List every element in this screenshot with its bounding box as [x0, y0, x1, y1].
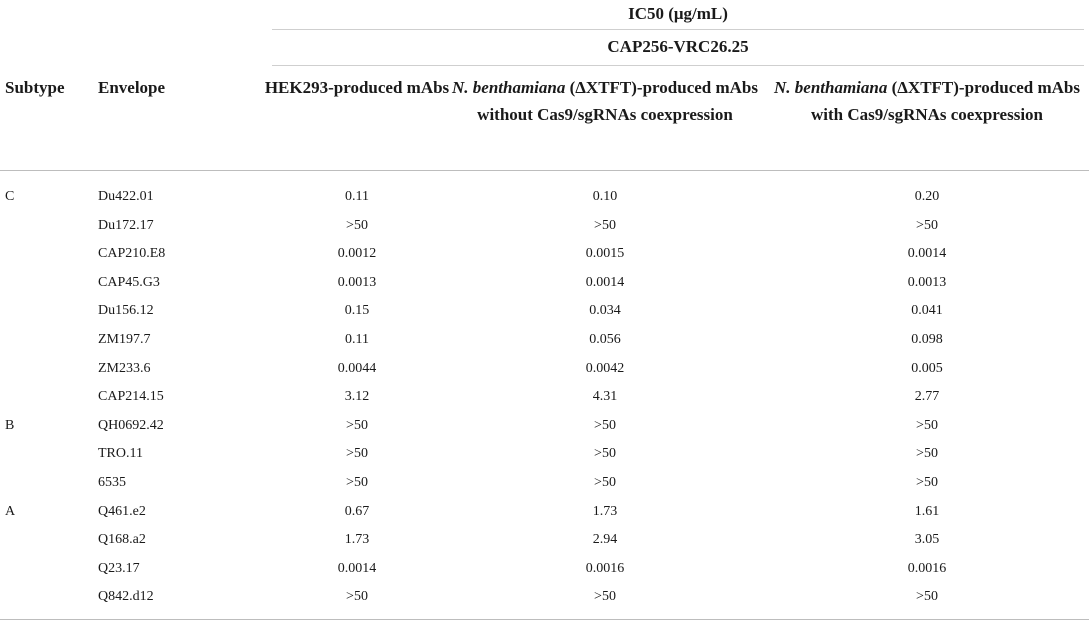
- without-cas9-value-cell: >50: [594, 446, 616, 462]
- envelope-header: Envelope: [98, 78, 166, 97]
- envelope-cell: QH0692.42: [98, 417, 164, 433]
- envelope-cell: CAP214.15: [98, 389, 164, 405]
- without-cas9-value-cell: 0.056: [589, 332, 621, 347]
- without-cas9-value-cell: >50: [594, 475, 616, 490]
- envelope-cell: Du422.01: [98, 189, 154, 204]
- hek293-value-cell: 0.0044: [337, 360, 377, 376]
- hek293-value-cell: 0.67: [344, 503, 370, 519]
- envelope-cell: ZM233.6: [98, 360, 151, 376]
- col-without-cas9-text: (ΔXTFT)-produced mAbs without Cas9/sgRNAs coexpression: [477, 78, 758, 124]
- hek293-value-cell: 0.0014: [337, 560, 377, 576]
- hek293-value-cell: 0.15: [344, 303, 370, 319]
- with-cas9-value-cell: 1.61: [914, 503, 940, 519]
- hek293-value-cell: >50: [346, 417, 368, 433]
- envelope-cell: TRO.11: [98, 446, 143, 462]
- without-cas9-value-cell: >50: [594, 589, 616, 605]
- species-name: N. benthamiana: [774, 78, 888, 97]
- with-cas9-value-cell: 0.041: [911, 303, 943, 319]
- without-cas9-value-cell: 0.0015: [585, 246, 625, 262]
- header-bottom-rule: [0, 170, 1089, 171]
- table-row: [0, 382, 1089, 411]
- table-row: [0, 439, 1089, 468]
- hek293-value-cell: 3.12: [344, 389, 370, 405]
- envelope-cell: Q461.e2: [98, 503, 146, 519]
- ic50-header: IC50 (μg/mL): [628, 4, 728, 23]
- species-name: N. benthamiana: [452, 78, 566, 97]
- hek293-value-cell: 0.11: [345, 332, 369, 347]
- subtype-cell: B: [5, 417, 15, 433]
- hek293-value-cell: 0.11: [345, 189, 369, 204]
- without-cas9-value-cell: 0.0042: [585, 360, 625, 376]
- without-cas9-value-cell: 0.10: [592, 189, 618, 204]
- table-row: [0, 182, 1089, 211]
- envelope-cell: 6535: [98, 475, 126, 490]
- envelope-cell: CAP210.E8: [98, 246, 166, 262]
- col-hek293-header: HEK293-produced mAbs: [264, 78, 450, 97]
- envelope-cell: Q168.a2: [98, 532, 146, 548]
- table-row: [0, 411, 1089, 440]
- table-row: [0, 325, 1089, 354]
- hek293-value-cell: 1.73: [344, 532, 370, 548]
- envelope-cell: CAP45.G3: [98, 274, 160, 290]
- with-cas9-value-cell: 0.0014: [907, 246, 947, 262]
- without-cas9-value-cell: 0.0016: [585, 560, 625, 576]
- hek293-value-cell: >50: [346, 589, 368, 605]
- col-with-cas9-text: (ΔXTFT)-produced mAbs with Cas9/sgRNAs coexpression: [810, 78, 1080, 124]
- with-cas9-value-cell: >50: [916, 589, 938, 605]
- col-with-cas9-header: [772, 74, 1082, 128]
- hek293-value-cell: >50: [346, 446, 368, 462]
- with-cas9-value-cell: >50: [916, 217, 938, 233]
- with-cas9-value-cell: 0.098: [911, 332, 943, 347]
- table-row: [0, 497, 1089, 526]
- with-cas9-value-cell: >50: [916, 417, 938, 433]
- table-row: [0, 468, 1089, 497]
- with-cas9-value-cell: 0.005: [911, 360, 943, 376]
- with-cas9-value-cell: >50: [916, 475, 938, 490]
- table-row: [0, 268, 1089, 297]
- without-cas9-value-cell: 4.31: [592, 389, 618, 405]
- table-bottom-rule: [0, 619, 1089, 620]
- with-cas9-value-cell: 3.05: [914, 532, 940, 548]
- hek293-value-cell: 0.0013: [337, 274, 377, 290]
- with-cas9-value-cell: 0.0016: [907, 560, 947, 576]
- antibody-header: CAP256-VRC26.25: [607, 37, 749, 56]
- hek293-value-cell: 0.0012: [337, 246, 377, 262]
- envelope-cell: Q23.17: [98, 560, 140, 576]
- table-row: [0, 239, 1089, 268]
- table-row: [0, 296, 1089, 325]
- without-cas9-value-cell: 0.0014: [585, 274, 625, 290]
- without-cas9-value-cell: 1.73: [592, 503, 618, 519]
- subtype-header: Subtype: [5, 78, 65, 97]
- col-without-cas9-header: [450, 74, 760, 128]
- without-cas9-value-cell: >50: [594, 217, 616, 233]
- without-cas9-value-cell: >50: [594, 417, 616, 433]
- without-cas9-value-cell: 0.034: [589, 303, 621, 319]
- with-cas9-value-cell: >50: [916, 446, 938, 462]
- table-row: [0, 211, 1089, 240]
- hek293-value-cell: >50: [346, 217, 368, 233]
- table-row: [0, 582, 1089, 611]
- with-cas9-value-cell: 2.77: [914, 389, 940, 405]
- subtype-cell: C: [5, 189, 15, 204]
- envelope-cell: Du156.12: [98, 303, 154, 319]
- without-cas9-value-cell: 2.94: [592, 532, 618, 548]
- with-cas9-value-cell: 0.20: [914, 189, 940, 204]
- envelope-cell: Du172.17: [98, 217, 154, 233]
- table-row: [0, 554, 1089, 583]
- envelope-cell: ZM197.7: [98, 332, 151, 347]
- with-cas9-value-cell: 0.0013: [907, 274, 947, 290]
- table-row: [0, 525, 1089, 554]
- subtype-cell: A: [5, 503, 16, 519]
- header-divider: [272, 29, 1084, 30]
- header-divider: [272, 65, 1084, 66]
- hek293-value-cell: >50: [346, 475, 368, 490]
- envelope-cell: Q842.d12: [98, 589, 154, 605]
- table-row: [0, 354, 1089, 383]
